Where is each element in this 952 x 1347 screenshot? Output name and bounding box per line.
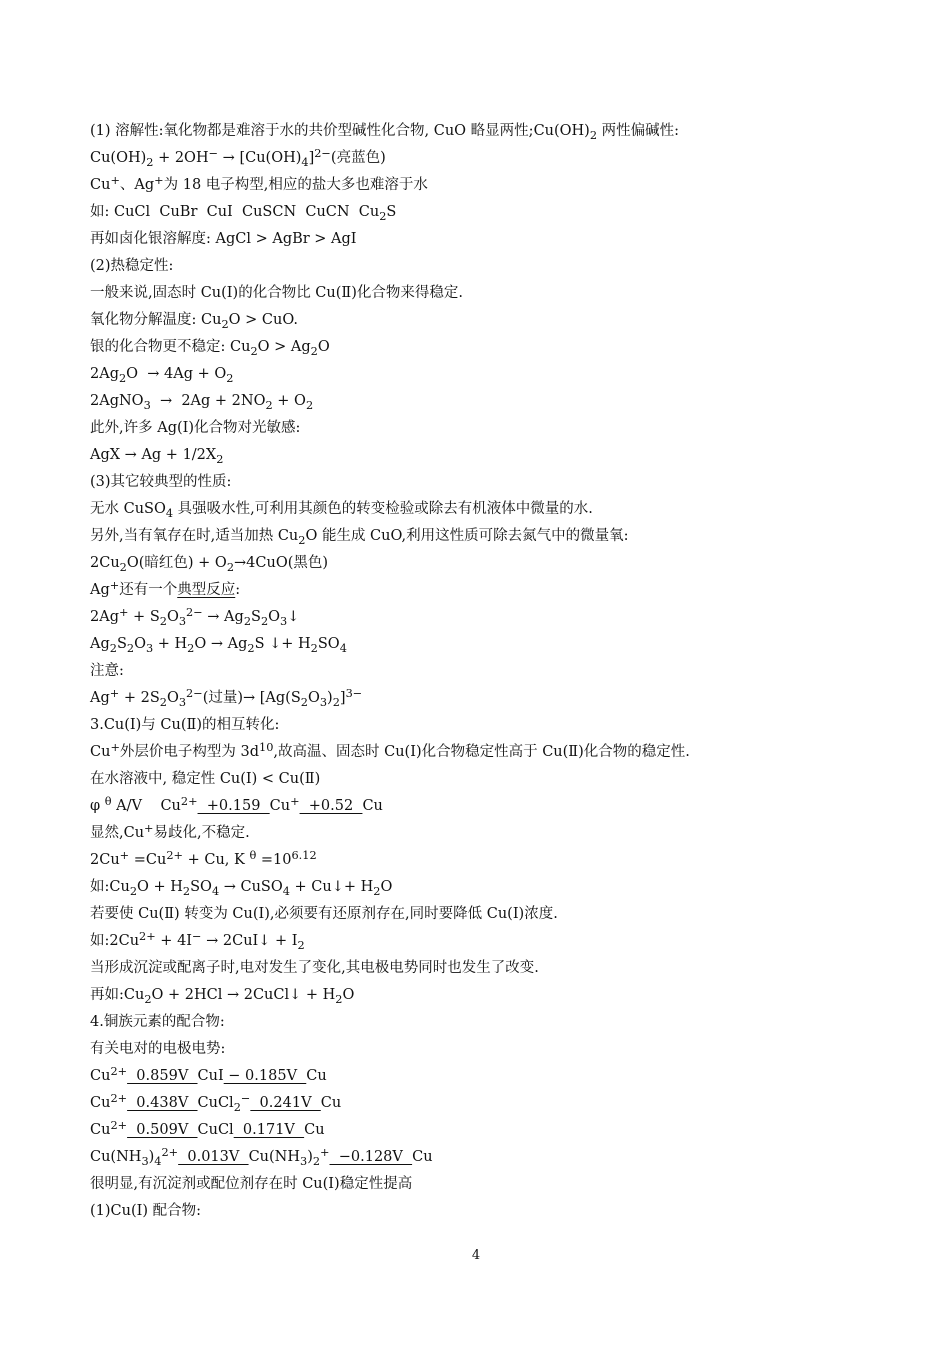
potential-value: 0.241V — [250, 1095, 321, 1111]
document-body — [90, 118, 890, 1225]
text-line: 一般来说,固态时 Cu(Ⅰ)的化合物比 Cu(Ⅱ)化合物来得稳定. — [90, 285, 464, 301]
text-line: 此外,许多 Ag(Ⅰ)化合物对光敏感: — [90, 420, 301, 436]
text-line: 氧化物分解温度: $Cu_2O$ > CuO. — [90, 312, 298, 331]
potential-diagram: $Cu^{2+}$ 0.509V CuCl 0.171V Cu — [90, 1118, 325, 1138]
equation-line: 如$:2Cu^{2+} + 4I^-$ → 2CuI↓ + $I_2$ — [90, 929, 305, 952]
potential-value: 0.013V — [178, 1149, 249, 1165]
text-line: Cu+、Ag+为 18 电子构型,相应的盐大多也难溶于水 — [90, 173, 428, 193]
text-line: 若要使 Cu(Ⅱ) 转变为 Cu(Ⅰ),必须要有还原剂存在,同时要降低 Cu(Ⅰ)浓度. — [90, 906, 558, 922]
potential-value: −0.128V — [329, 1149, 413, 1165]
equation-line: 2AgNO$_3$ → $2Ag + 2NO_2 + O_2$ — [90, 393, 314, 412]
text-line: 有关电对的电极电势: — [90, 1041, 226, 1057]
potential-value: 0.438V — [127, 1095, 198, 1111]
text-line: 在水溶液中, 稳定性 Cu(Ⅰ) < Cu(Ⅱ) — [90, 771, 321, 787]
potential-diagram: $Cu(NH_3)_4^{2+}$ 0.013V $Cu(NH_3)_2^+ -0.128V$ Cu — [90, 1145, 433, 1168]
text-line: Ag+还有一个典型反应: — [90, 578, 241, 598]
potential-diagram: $Cu^{2+}$ 0.859V CuI − 0.185V Cu — [90, 1064, 327, 1084]
page-number: 4 — [471, 1248, 481, 1263]
potential-value: +0.159 — [197, 798, 270, 814]
text-line: 很明显,有沉淀剂或配位剂存在时 Cu(I)稳定性提高 — [90, 1176, 413, 1192]
text-line: 当形成沉淀或配离子时,电对发生了变化,其电极电势同时也发生了改变. — [90, 960, 539, 976]
equation-line: $2Cu_2O$(暗红色) + $O_2\to 4CuO$(黑色) — [90, 555, 329, 574]
text-line: 注意: — [90, 663, 124, 679]
equation-line: $2Ag^+ + S_2O_3^{2-}$ → $Ag_2S_2O_3↓$ — [90, 605, 300, 628]
potential-value: +0.52 — [299, 798, 363, 814]
section-heading: (1)Cu(I) 配合物: — [90, 1203, 202, 1219]
section-heading: 3.Cu(Ⅰ)与 Cu(Ⅱ)的相互转化: — [90, 717, 280, 733]
text-line: 显然,Cu+易歧化,不稳定. — [90, 821, 250, 841]
potential-diagram: $Cu^{2+}$ 0.438V CuCl$_2$− 0.241V Cu — [90, 1091, 342, 1114]
text-line: 银的化合物更不稳定: $Cu_2O > Ag_2O$ — [90, 339, 330, 358]
text-line: 如: CuCl CuBr CuI CuSCN CuCN $Cu_2S$ — [90, 204, 397, 223]
equation-line: $2Cu^+ =Cu^{2+} + Cu$, K $^\theta =10^{6.12}$ — [90, 848, 317, 868]
equation-line: AgX → $Ag + 1/2X_2$ — [90, 447, 224, 466]
potential-diagram: φ $^\theta$ A/V $Cu^{2+} +0.159$ Cu+ +0.52 Cu — [90, 794, 383, 814]
text-line: 无水 CuSO$_4$ 具强吸水性,可利用其颜色的转变检验或除去有机液体中微量的水. — [90, 501, 593, 520]
text-line: 另外,当有氧存在时,适当加热 $Cu_2O$ 能生成 CuO,利用这性质可除去氮气中的微量氧: — [90, 528, 629, 547]
equation-line: $2Ag_2O \to 4Ag + O_2$ — [90, 366, 234, 385]
equation-line: 如$:Cu_2O + H_2SO_4$ → CuSO$_4$ + Cu↓+ $H_2O$ — [90, 879, 393, 898]
potential-value: 0.509V — [127, 1122, 198, 1138]
potential-value: − 0.185V — [223, 1068, 307, 1084]
equation-line: 再如$:Cu_2O + 2HCl$ → 2CuCl↓ + $H_2O$ — [90, 987, 355, 1006]
equation-line: $Cu(OH)_2 + 2OH^- \to [Cu(OH)_4]^{2-}$(亮蓝色) — [90, 146, 386, 169]
section-heading: (2)热稳定性: — [90, 258, 174, 274]
section-heading: 4.铜族元素的配合物: — [90, 1014, 225, 1030]
potential-value: 0.859V — [127, 1068, 198, 1084]
text-line: 再如卤化银溶解度: AgCl > AgBr > AgI — [90, 231, 357, 247]
equation-line: $Ag^+ + 2S_2O_3^{2-}$(过量)→ $[Ag(S_2O_3)_2]^{3-}$ — [90, 686, 363, 709]
potential-value: 0.171V — [233, 1122, 305, 1138]
text-line: (1) 溶解性:氧化物都是难溶于水的共价型碱性化合物, CuO 略显两性$;Cu(OH)_2$ 两性偏碱性: — [90, 123, 680, 142]
equation-line: $Ag_2S_2O_3 + H_2O \to Ag_2S$ ↓+ $H_2SO_4$ — [90, 636, 347, 655]
underlined-text: 典型反应 — [177, 582, 236, 598]
section-heading: (3)其它较典型的性质: — [90, 474, 232, 490]
text-line: Cu+外层价电子构型为 $3d^{10}$,故高温、固态时 Cu(Ⅰ)化合物稳定性高于 Cu(Ⅱ)化合物的稳定性. — [90, 740, 690, 760]
